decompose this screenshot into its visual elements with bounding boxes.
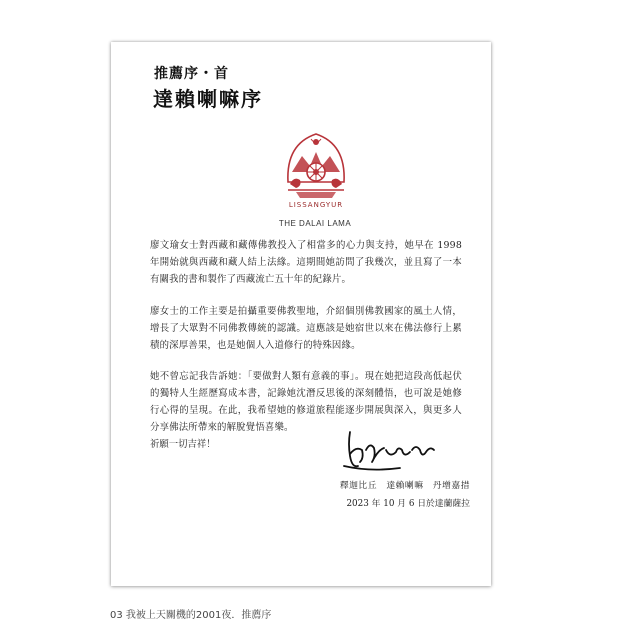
body-paragraph-3: 她不曾忘記我告訴她：「要做對人類有意義的事」。現在她把這段高低起伏的獨特人生經歷寫成本書，記錄她沈潛反思後的深刻體悟，也可說是她修行心得的呈現。在此，我希望她的修道旅程能逐步開展與深入，與更多人分享佛法所帶來的解脫覺悟喜樂。 xyxy=(150,371,462,433)
body-paragraph-1: 廖文瑜女士對西藏和藏傳佛教投入了相當多的心力與支持，她早在 1998 年開始就與西藏和藏人結上法緣。這期間她訪問了我幾次，並且寫了一本有關我的書和製作了西藏流亡五十年的紀錄片。 xyxy=(150,240,462,285)
seal-inscription: LISSANGYUR xyxy=(288,201,344,209)
closing-blessing: 祈願一切吉祥！ xyxy=(150,439,216,450)
preface-title: 達賴喇嘛序 xyxy=(153,87,263,111)
preface-subtitle: 推薦序・首 xyxy=(154,66,229,82)
letterhead-name: THE DALAI LAMA xyxy=(278,219,352,228)
signature-date: 2023 年 10 月 6 日於達蘭薩拉 xyxy=(346,499,470,509)
handwritten-signature xyxy=(340,428,440,472)
page-caption: 03 我被上天關機的2001夜．推薦序 xyxy=(110,610,272,621)
signer-name: 釋迦比丘 達賴喇嘛 丹增嘉措 xyxy=(339,481,470,491)
body-paragraph-2: 廖女士的工作主要是拍攝重要佛教聖地，介紹個別佛教國家的風土人情，增長了大眾對不同佛教傳統的認識。這應該是她宿世以來在佛法修行上累積的深厚善果，也是她個人入道修行的特殊因緣。 xyxy=(150,306,462,351)
dalai-lama-seal-icon xyxy=(282,126,350,206)
